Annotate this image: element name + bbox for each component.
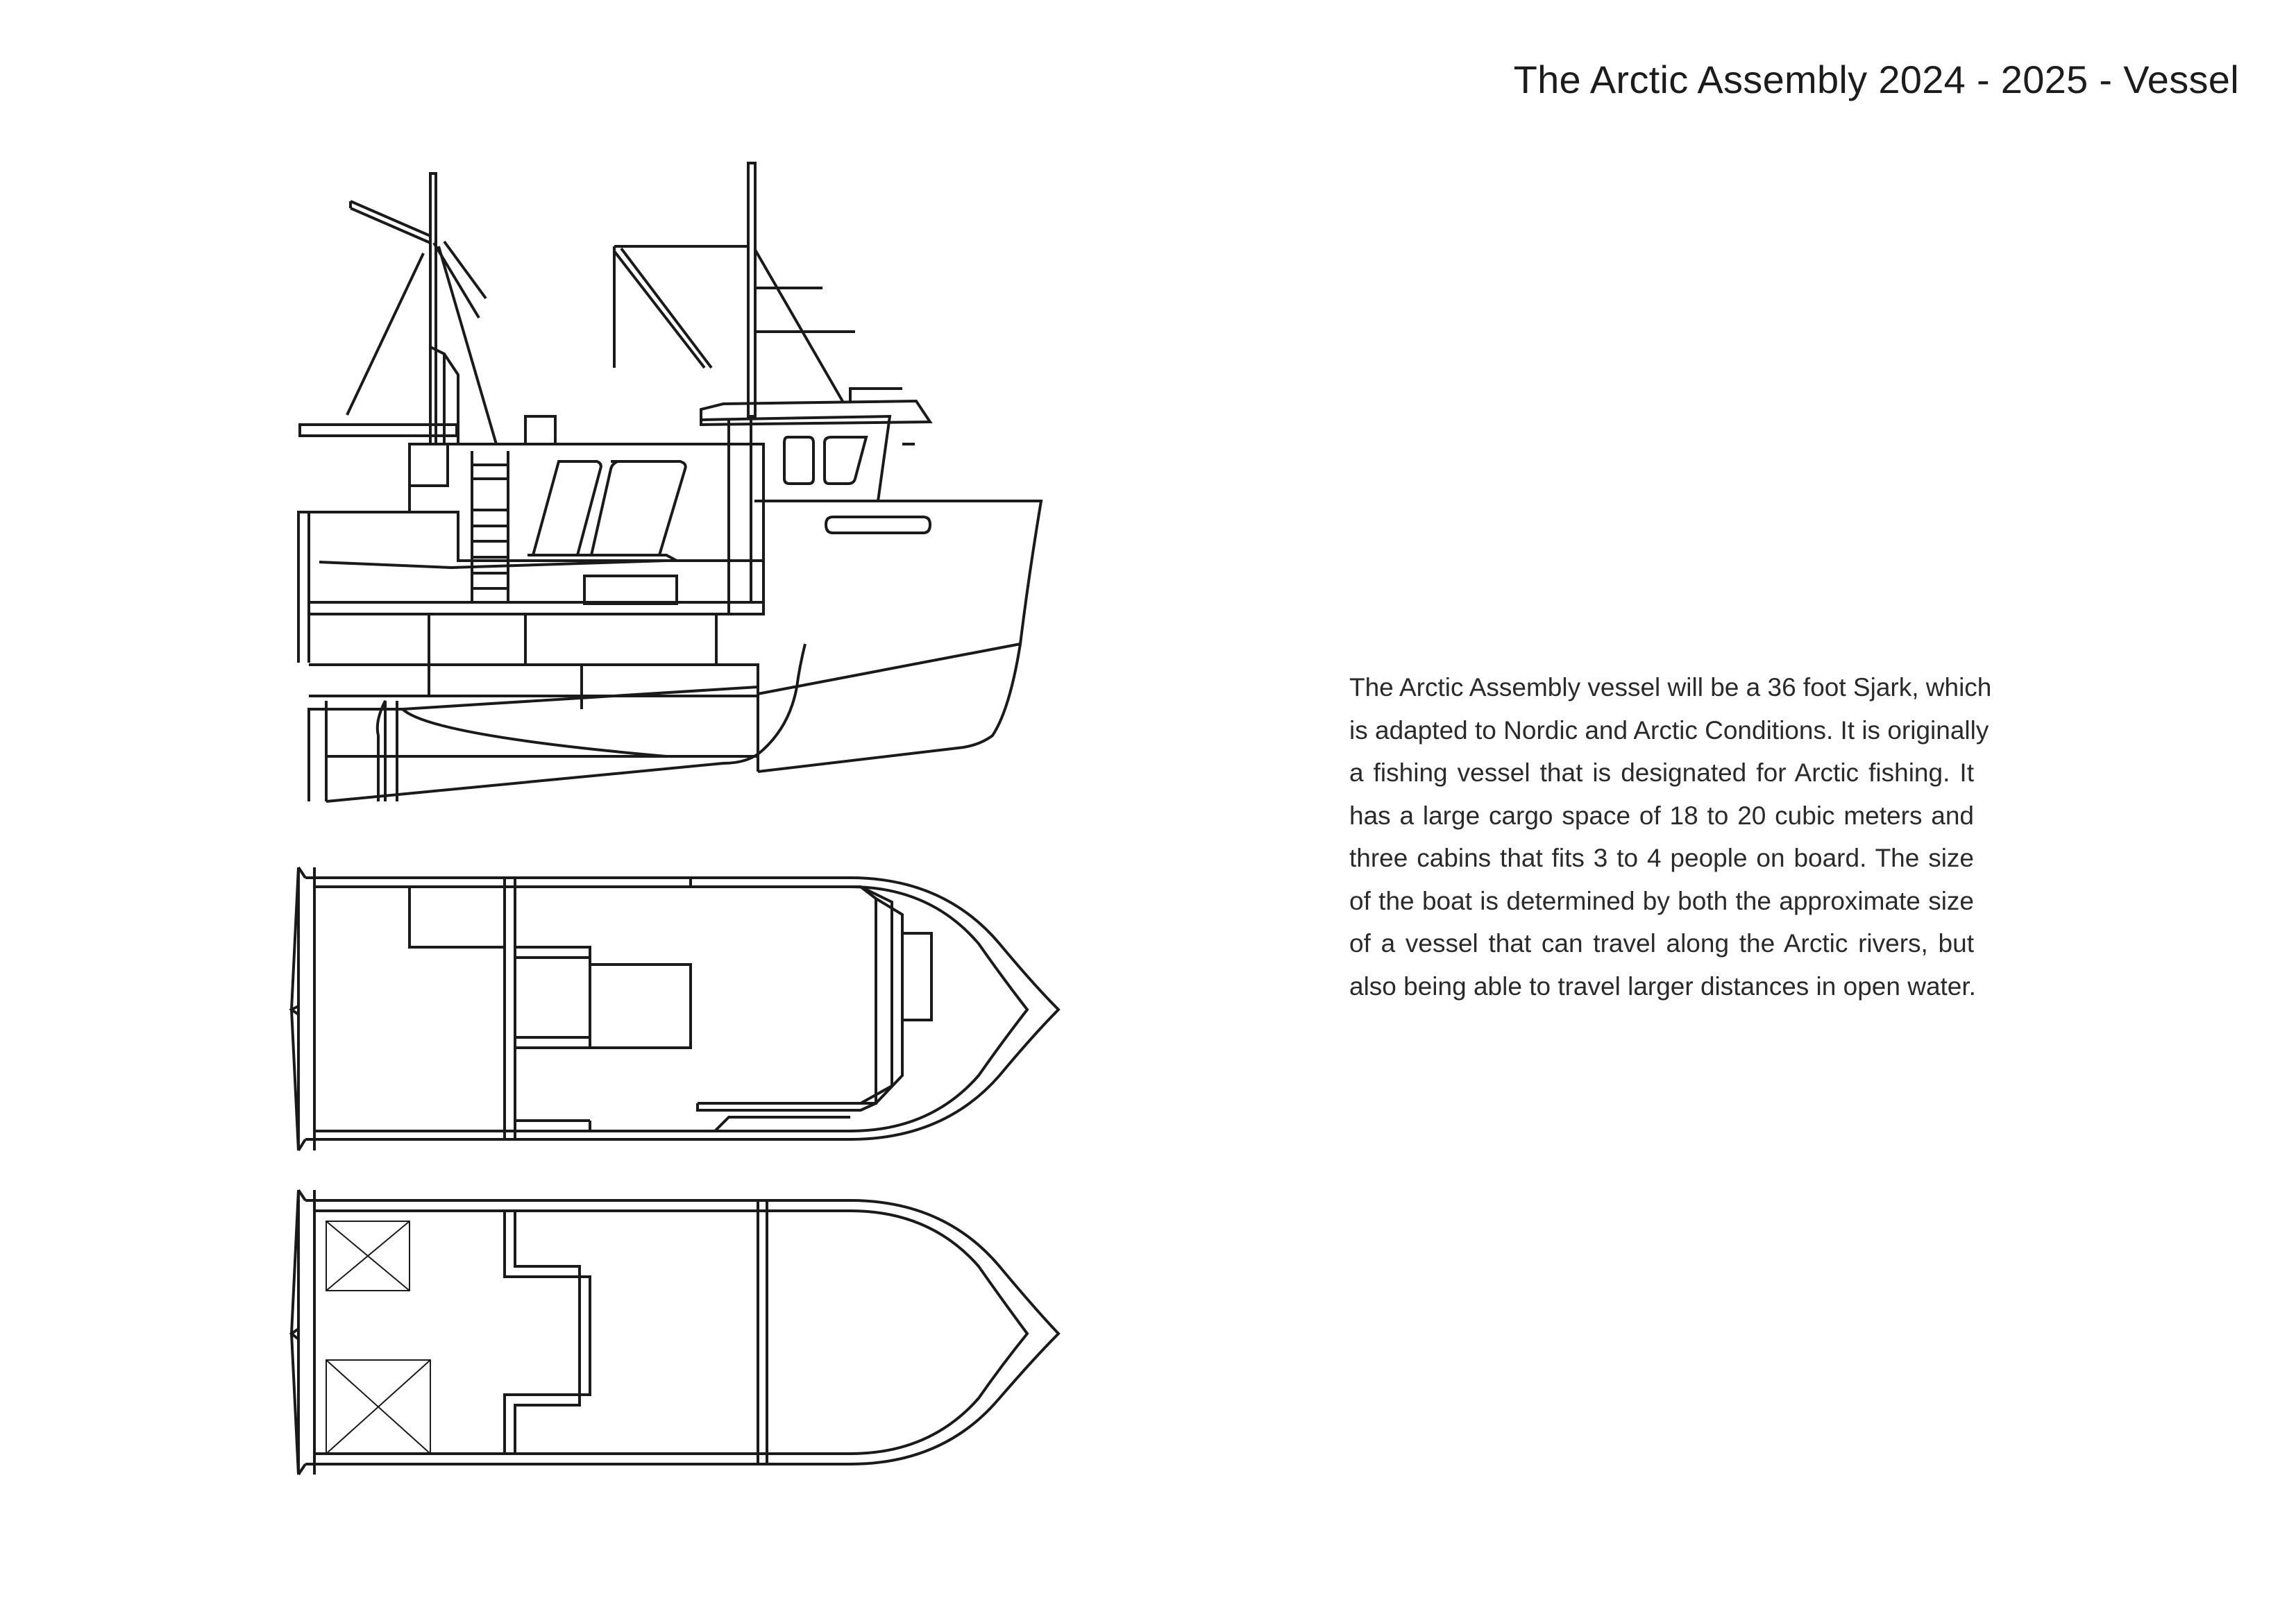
vessel-cargo-plan (292, 1190, 1058, 1475)
vessel-deck-plan (292, 867, 1058, 1150)
description-line: is adapted to Nordic and Arctic Conditions. It is originally (1349, 715, 1989, 745)
description-line: The Arctic Assembly vessel will be a 36 foot Sjark, which (1349, 673, 1992, 702)
description-line: of the boat is determined by both the approximate size (1349, 886, 1974, 915)
description-line: also being able to travel larger distances in open water. (1349, 971, 1976, 1001)
vessel-side-elevation (298, 163, 1041, 801)
description-line: three cabins that fits 3 to 4 people on board. The size (1349, 844, 1974, 872)
page-title: The Arctic Assembly 2024 - 2025 - Vessel (1513, 58, 2239, 101)
description-line: of a vessel that can travel along the Arctic rivers, but (1349, 929, 1974, 958)
description-line: a fishing vessel that is designated for Arctic fishing. It (1349, 758, 1974, 787)
description-line: has a large cargo space of 18 to 20 cubic meters and (1349, 801, 1974, 830)
vessel-description (1349, 666, 1992, 1008)
